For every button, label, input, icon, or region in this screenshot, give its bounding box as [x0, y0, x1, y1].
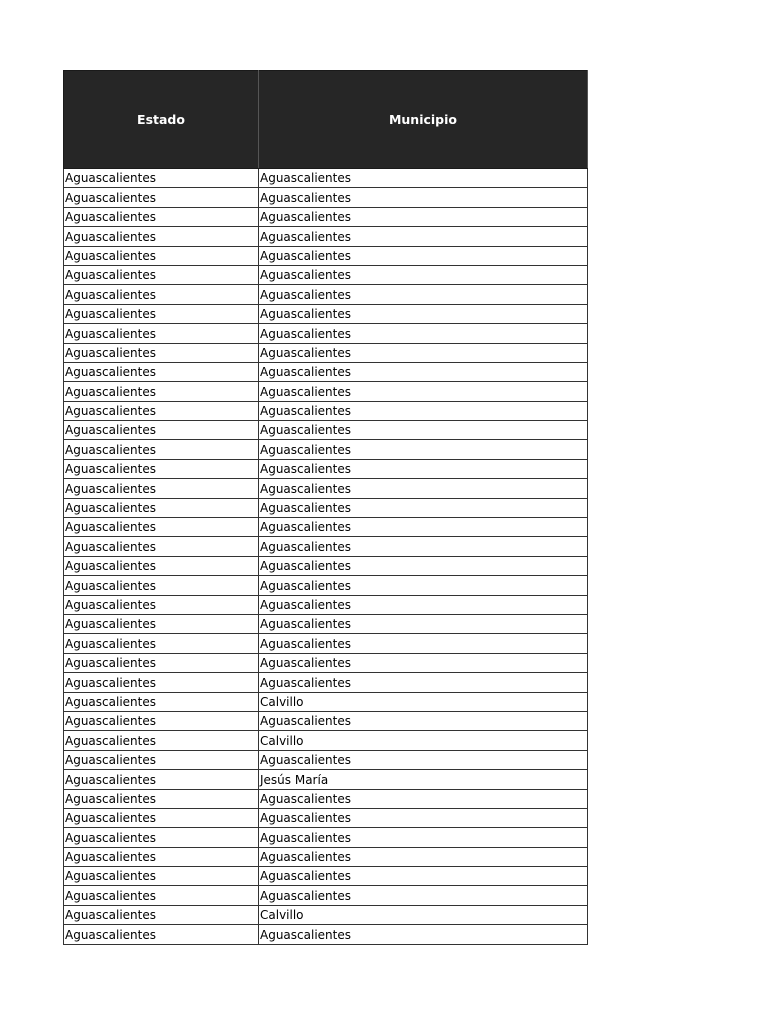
cell-estado: Aguascalientes: [64, 440, 259, 459]
table-row: [64, 304, 588, 323]
table-row: [64, 518, 588, 537]
header-municipio: Municipio: [259, 71, 588, 169]
table-row: [64, 750, 588, 769]
table-row: [64, 169, 588, 188]
header-row: [64, 71, 588, 169]
cell-municipio: Aguascalientes: [259, 595, 588, 614]
table-row: [64, 343, 588, 362]
cell-estado: Aguascalientes: [64, 285, 259, 304]
cell-estado: Aguascalientes: [64, 459, 259, 478]
cell-municipio: Aguascalientes: [259, 867, 588, 886]
cell-estado: Aguascalientes: [64, 479, 259, 498]
table-body: [64, 169, 588, 945]
cell-estado: Aguascalientes: [64, 343, 259, 362]
table-row: [64, 576, 588, 595]
table-row: [64, 421, 588, 440]
table-row: [64, 634, 588, 653]
cell-estado: Aguascalientes: [64, 847, 259, 866]
cell-municipio: Aguascalientes: [259, 362, 588, 381]
cell-municipio: Aguascalientes: [259, 343, 588, 362]
table-row: [64, 673, 588, 692]
cell-estado: Aguascalientes: [64, 537, 259, 556]
cell-municipio: Aguascalientes: [259, 711, 588, 730]
table-row: [64, 925, 588, 944]
cell-municipio: Aguascalientes: [259, 537, 588, 556]
table-row: [64, 808, 588, 827]
cell-estado: Aguascalientes: [64, 614, 259, 633]
cell-estado: Aguascalientes: [64, 828, 259, 847]
cell-estado: Aguascalientes: [64, 401, 259, 420]
cell-municipio: Aguascalientes: [259, 207, 588, 226]
cell-municipio: Aguascalientes: [259, 518, 588, 537]
cell-estado: Aguascalientes: [64, 886, 259, 905]
cell-municipio: Aguascalientes: [259, 304, 588, 323]
cell-municipio: Aguascalientes: [259, 401, 588, 420]
table-row: [64, 188, 588, 207]
cell-estado: Aguascalientes: [64, 518, 259, 537]
table-row: [64, 614, 588, 633]
cell-municipio: Aguascalientes: [259, 285, 588, 304]
cell-estado: Aguascalientes: [64, 382, 259, 401]
cell-estado: Aguascalientes: [64, 362, 259, 381]
spreadsheet-page: [63, 70, 587, 945]
cell-estado: Aguascalientes: [64, 556, 259, 575]
cell-municipio: Aguascalientes: [259, 828, 588, 847]
cell-municipio: Aguascalientes: [259, 265, 588, 284]
cell-municipio: Calvillo: [259, 905, 588, 924]
table-row: [64, 595, 588, 614]
cell-estado: Aguascalientes: [64, 227, 259, 246]
table-row: [64, 479, 588, 498]
cell-estado: Aguascalientes: [64, 905, 259, 924]
table-row: [64, 285, 588, 304]
table-row: [64, 770, 588, 789]
cell-estado: Aguascalientes: [64, 324, 259, 343]
cell-estado: Aguascalientes: [64, 246, 259, 265]
cell-estado: Aguascalientes: [64, 304, 259, 323]
cell-municipio: Jesús María: [259, 770, 588, 789]
cell-municipio: Calvillo: [259, 692, 588, 711]
cell-estado: Aguascalientes: [64, 207, 259, 226]
cell-municipio: Aguascalientes: [259, 886, 588, 905]
cell-municipio: Aguascalientes: [259, 421, 588, 440]
cell-municipio: Aguascalientes: [259, 634, 588, 653]
cell-municipio: Aguascalientes: [259, 673, 588, 692]
cell-municipio: Aguascalientes: [259, 382, 588, 401]
cell-municipio: Aguascalientes: [259, 324, 588, 343]
cell-municipio: Aguascalientes: [259, 246, 588, 265]
cell-estado: Aguascalientes: [64, 711, 259, 730]
table-row: [64, 867, 588, 886]
table-row: [64, 828, 588, 847]
cell-municipio: Aguascalientes: [259, 576, 588, 595]
table-row: [64, 905, 588, 924]
cell-estado: Aguascalientes: [64, 498, 259, 517]
cell-estado: Aguascalientes: [64, 692, 259, 711]
cell-estado: Aguascalientes: [64, 421, 259, 440]
table-row: [64, 246, 588, 265]
table-row: [64, 498, 588, 517]
cell-estado: Aguascalientes: [64, 673, 259, 692]
cell-municipio: Aguascalientes: [259, 459, 588, 478]
cell-municipio: Aguascalientes: [259, 188, 588, 207]
cell-estado: Aguascalientes: [64, 265, 259, 284]
cell-municipio: Aguascalientes: [259, 227, 588, 246]
cell-municipio: Aguascalientes: [259, 556, 588, 575]
cell-municipio: Aguascalientes: [259, 169, 588, 188]
table-row: [64, 847, 588, 866]
cell-estado: Aguascalientes: [64, 867, 259, 886]
table-row: [64, 265, 588, 284]
cell-estado: Aguascalientes: [64, 169, 259, 188]
cell-estado: Aguascalientes: [64, 750, 259, 769]
cell-estado: Aguascalientes: [64, 634, 259, 653]
cell-estado: Aguascalientes: [64, 789, 259, 808]
cell-municipio: Aguascalientes: [259, 498, 588, 517]
table-row: [64, 227, 588, 246]
cell-municipio: Aguascalientes: [259, 750, 588, 769]
cell-municipio: Aguascalientes: [259, 925, 588, 944]
table-row: [64, 711, 588, 730]
cell-municipio: Aguascalientes: [259, 653, 588, 672]
table-row: [64, 459, 588, 478]
table-row: [64, 653, 588, 672]
table-row: [64, 692, 588, 711]
data-table: [63, 70, 588, 945]
cell-municipio: Calvillo: [259, 731, 588, 750]
cell-estado: Aguascalientes: [64, 808, 259, 827]
table-row: [64, 362, 588, 381]
cell-estado: Aguascalientes: [64, 576, 259, 595]
table-row: [64, 382, 588, 401]
table-row: [64, 324, 588, 343]
cell-municipio: Aguascalientes: [259, 440, 588, 459]
cell-estado: Aguascalientes: [64, 925, 259, 944]
cell-municipio: Aguascalientes: [259, 614, 588, 633]
cell-estado: Aguascalientes: [64, 653, 259, 672]
cell-estado: Aguascalientes: [64, 770, 259, 789]
table-row: [64, 401, 588, 420]
cell-municipio: Aguascalientes: [259, 808, 588, 827]
table-row: [64, 537, 588, 556]
cell-estado: Aguascalientes: [64, 188, 259, 207]
cell-municipio: Aguascalientes: [259, 479, 588, 498]
cell-estado: Aguascalientes: [64, 595, 259, 614]
table-row: [64, 789, 588, 808]
table-row: [64, 731, 588, 750]
cell-municipio: Aguascalientes: [259, 789, 588, 808]
table-row: [64, 207, 588, 226]
header-estado: Estado: [64, 71, 259, 169]
table-row: [64, 886, 588, 905]
cell-municipio: Aguascalientes: [259, 847, 588, 866]
table-row: [64, 556, 588, 575]
cell-estado: Aguascalientes: [64, 731, 259, 750]
table-row: [64, 440, 588, 459]
